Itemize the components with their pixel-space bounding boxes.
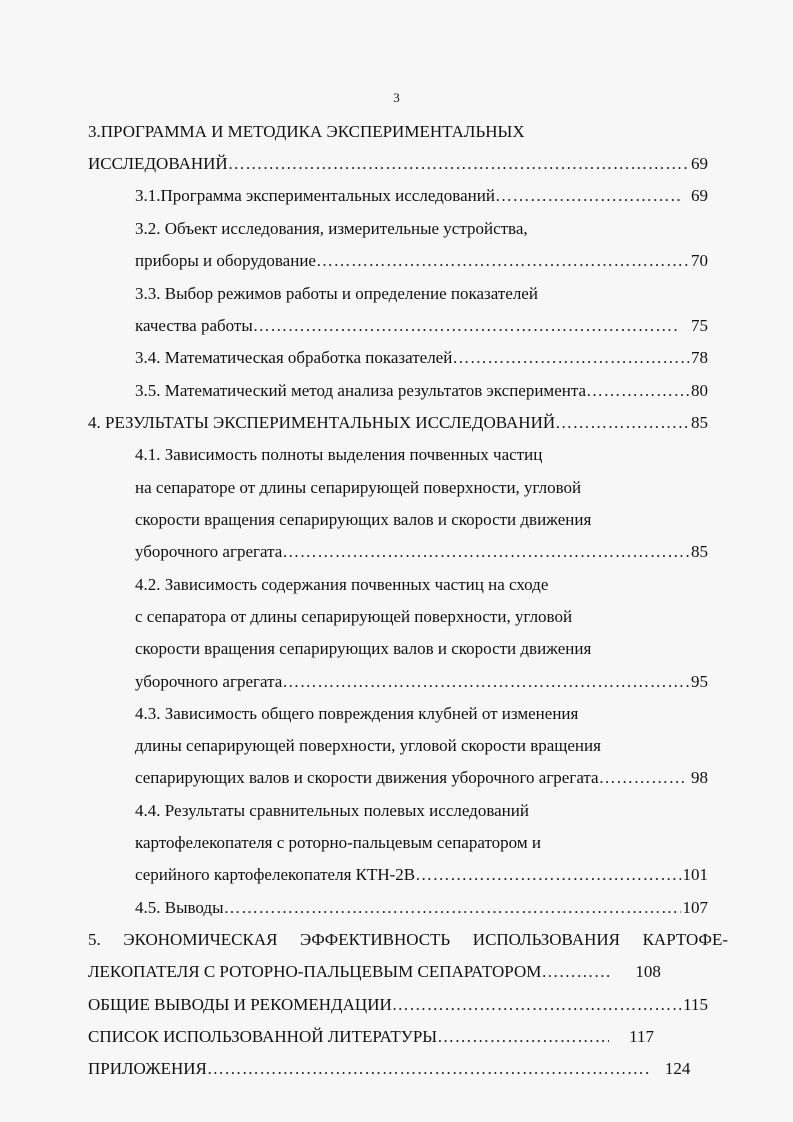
toc-section-4-1-title-line-2: на сепараторе от длины сепарирующей поверхности, угловой <box>135 478 582 497</box>
leader-dots <box>316 245 689 277</box>
toc-conclusions-entry[interactable] <box>88 989 708 1021</box>
toc-section-4-4-title-line-2: картофелекопателя с роторно-пальцевым сепаратором и <box>135 833 541 852</box>
leader-dots <box>452 342 689 374</box>
toc-section-4-1-entry[interactable] <box>135 536 708 568</box>
leader-dots <box>555 407 689 439</box>
toc-section-3-5-entry[interactable] <box>135 375 708 407</box>
leader-dots <box>228 148 689 180</box>
leader-dots <box>495 180 681 212</box>
page-number: 3 <box>393 90 400 105</box>
toc-section-4-1-title-line-4: уборочного агрегата <box>135 542 283 561</box>
toc-section-4-page: 85 <box>691 413 708 432</box>
toc-section-4-3-title-line-1: 4.3. Зависимость общего повреждения клубней от изменения <box>135 704 579 723</box>
toc-section-3-page: 69 <box>691 154 708 173</box>
toc-section-3-3-title-line-1: 3.3. Выбор режимов работы и определение показателей <box>135 284 538 303</box>
toc-section-4-2-title-line-4: уборочного агрегата <box>135 672 283 691</box>
toc-section-3-3-entry[interactable] <box>135 310 708 342</box>
toc-section-4-2-title-line-2: с сепаратора от длины сепарирующей поверхности, угловой <box>135 607 573 626</box>
toc-appendix-entry[interactable] <box>88 1053 708 1085</box>
toc-section-3-2-entry[interactable] <box>135 245 708 277</box>
toc-section-5-entry[interactable] <box>88 956 708 988</box>
toc-section-4-3-title-line-3: сепарирующих валов и скорости движения уборочного агрегата <box>135 768 599 787</box>
toc-appendix-title: ПРИЛОЖЕНИЯ <box>88 1059 207 1078</box>
toc-section-4-2-title-line-1: 4.2. Зависимость содержания почвенных частиц на сходе <box>135 575 549 594</box>
toc-references-entry[interactable] <box>88 1021 708 1053</box>
toc-section-4-5-page: 107 <box>682 898 708 917</box>
toc-section-3-1-page: 69 <box>691 186 708 205</box>
toc-section-3-title-line-1: 3.ПРОГРАММА И МЕТОДИКА ЭКСПЕРИМЕНТАЛЬНЫХ <box>88 122 525 141</box>
toc-section-3-4-title: 3.4. Математическая обработка показателей <box>135 348 453 367</box>
leader-dots <box>282 536 689 568</box>
toc-references-page: 117 <box>629 1027 654 1046</box>
toc-section-3-title-line-2: ИССЛЕДОВАНИЙ <box>88 154 228 173</box>
leader-dots <box>415 859 680 891</box>
toc-section-3-1-entry[interactable] <box>135 180 708 212</box>
leader-dots <box>392 989 681 1021</box>
toc-section-5-page: 108 <box>635 962 661 981</box>
toc-section-4-1-title-line-3: скорости вращения сепарирующих валов и скорости движения <box>135 510 592 529</box>
toc-section-4-entry[interactable] <box>88 407 708 439</box>
toc-section-3-2-page: 70 <box>691 251 708 270</box>
toc-section-5-title-line-1: 5. ЭКОНОМИЧЕСКАЯ ЭФФЕКТИВНОСТЬ ИСПОЛЬЗОВАНИЯ КАРТОФЕ- <box>88 930 728 949</box>
toc-conclusions-page: 115 <box>683 995 708 1014</box>
leader-dots <box>253 310 679 342</box>
toc-conclusions-title: ОБЩИЕ ВЫВОДЫ И РЕКОМЕНДАЦИИ <box>88 995 392 1014</box>
toc-section-3-3-title-line-2: качества работы <box>135 316 253 335</box>
toc-section-4-3-page: 98 <box>691 768 708 787</box>
toc-section-4-1-title-line-1: 4.1. Зависимость полноты выделения почвенных частиц <box>135 445 543 464</box>
toc-section-4-2-entry[interactable] <box>135 666 708 698</box>
toc-section-3-5-page: 80 <box>691 381 708 400</box>
toc-section-4-3-entry[interactable] <box>135 762 708 794</box>
toc-section-3-4-page: 78 <box>691 348 708 367</box>
toc-section-4-4-title-line-3: серийного картофелекопателя КТН-2В <box>135 865 416 884</box>
leader-dots <box>282 666 689 698</box>
leader-dots <box>224 892 681 924</box>
toc-section-3-2-title-line-2: приборы и оборудование <box>135 251 316 270</box>
toc-section-4-1-page: 85 <box>691 542 708 561</box>
toc-section-4-4-page: 101 <box>682 865 708 884</box>
toc-section-4-5-title: 4.5. Выводы <box>135 898 224 917</box>
toc-section-3-entry[interactable] <box>88 148 708 180</box>
toc-section-3-2-title-line-1: 3.2. Объект исследования, измерительные устройства, <box>135 219 528 238</box>
leader-dots <box>437 1021 609 1053</box>
toc-section-4-4-entry[interactable] <box>135 859 708 891</box>
toc-references-title: СПИСОК ИСПОЛЬЗОВАННОЙ ЛИТЕРАТУРЫ <box>88 1027 438 1046</box>
toc-section-4-3-title-line-2: длины сепарирующей поверхности, угловой скорости вращения <box>135 736 601 755</box>
toc-section-3-4-entry[interactable] <box>135 342 708 374</box>
toc-section-4-title: 4. РЕЗУЛЬТАТЫ ЭКСПЕРИМЕНТАЛЬНЫХ ИССЛЕДОВАНИЙ <box>88 413 556 432</box>
toc-section-5-title-line-2: ЛЕКОПАТЕЛЯ С РОТОРНО-ПАЛЬЦЕВЫМ СЕПАРАТОРОМ <box>88 962 542 981</box>
toc-section-3-3-page: 75 <box>691 316 708 335</box>
toc-section-4-4-title-line-1: 4.4. Результаты сравнительных полевых исследований <box>135 801 529 820</box>
toc-section-3-5-title: 3.5. Математический метод анализа результатов эксперимента <box>135 381 587 400</box>
leader-dots <box>599 762 685 794</box>
toc-appendix-page: 124 <box>664 1059 691 1078</box>
toc-section-3-1-title: 3.1.Программа экспериментальных исследований <box>135 186 495 205</box>
leader-dots <box>586 375 689 407</box>
toc-section-4-2-page: 95 <box>691 672 708 691</box>
toc-section-4-2-title-line-3: скорости вращения сепарирующих валов и скорости движения <box>135 639 592 658</box>
leader-dots <box>207 1053 651 1085</box>
leader-dots <box>541 956 613 988</box>
toc-section-4-5-entry[interactable] <box>135 892 708 924</box>
